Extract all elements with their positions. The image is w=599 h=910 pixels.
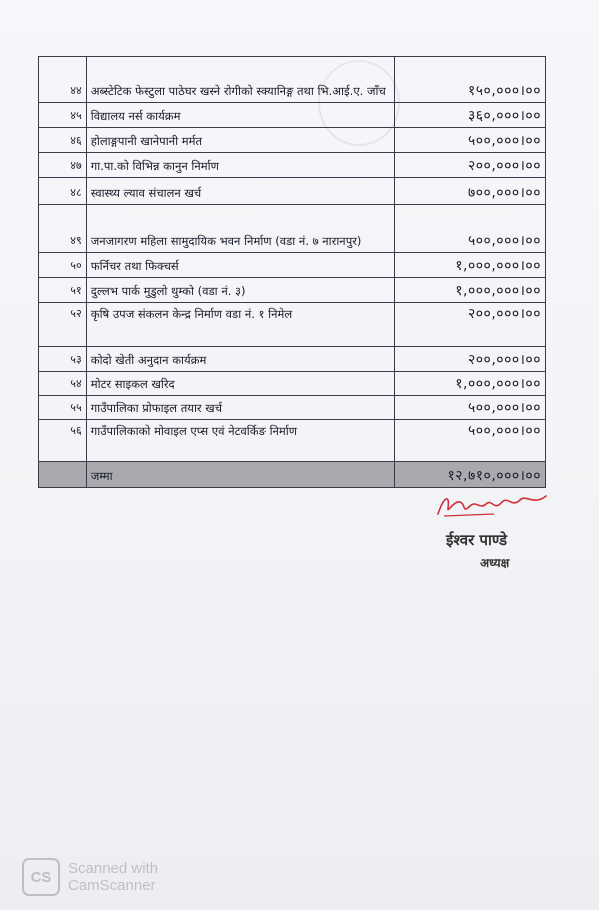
- row-serial: ५२: [39, 303, 87, 347]
- table-row: [39, 347, 546, 372]
- row-amount: २००,०००।००: [394, 153, 545, 178]
- total-label: जम्मा: [86, 462, 394, 488]
- row-amount: ३६०,०००।००: [394, 103, 545, 128]
- total-row: [39, 462, 546, 488]
- row-amount: ५००,०००।००: [394, 420, 545, 462]
- watermark-line-1: Scanned with: [68, 860, 159, 877]
- row-amount: ५००,०००।००: [394, 128, 545, 153]
- row-amount: ५००,०००।००: [394, 205, 545, 253]
- row-serial: ४९: [39, 205, 87, 253]
- row-description: गाउँपालिका प्रोफाइल तयार खर्च: [86, 396, 394, 420]
- row-amount: ७००,०००।००: [394, 178, 545, 205]
- row-serial: ५५: [39, 396, 87, 420]
- budget-table: [38, 56, 546, 488]
- row-description: गा.पा.को विभिन्न कानुन निर्माण: [86, 153, 394, 178]
- row-amount: २००,०००।००: [394, 347, 545, 372]
- row-description: फर्निचर तथा फिक्चर्स: [86, 253, 394, 278]
- row-amount: २००,०००।००: [394, 303, 545, 347]
- table-row: [39, 153, 546, 178]
- row-serial: ५६: [39, 420, 87, 462]
- row-description: होलाङ्गपानी खानेपानी मर्मत: [86, 128, 394, 153]
- row-serial: ४७: [39, 153, 87, 178]
- row-serial: ५१: [39, 278, 87, 303]
- row-serial: ५४: [39, 372, 87, 396]
- row-amount: १,०००,०००।००: [394, 253, 545, 278]
- row-serial: ४५: [39, 103, 87, 128]
- row-amount: १५०,०००।००: [394, 57, 545, 103]
- watermark-text: [68, 860, 158, 894]
- row-description: दुल्लभ पार्क मुडुलो थुम्को (वडा नं. ३): [86, 278, 394, 303]
- row-description: जनजागरण महिला सामुदायिक भवन निर्माण (वडा नं. ७ नारानपुर): [86, 205, 394, 253]
- row-description: गाउँपालिकाको मोवाइल एप्स एवं नेटवर्किङ निर्माण: [86, 420, 394, 462]
- table-row: [39, 253, 546, 278]
- camscanner-watermark: [22, 858, 158, 896]
- table-row: [39, 128, 546, 153]
- row-description: कृषि उपज संकलन केन्द्र निर्माण वडा नं. १ निमेल: [86, 303, 394, 347]
- signatory-name: ईश्वर पाण्डे: [446, 531, 507, 549]
- row-amount: १,०००,०००।००: [394, 372, 545, 396]
- watermark-line-2: CamScanner: [68, 877, 156, 894]
- row-description: अब्स्टेटिक फेस्टुला पाठेघर खस्ने रोगीको स्क्यानिङ्ग तथा भि.आई.ए. जाँच: [86, 57, 394, 103]
- table-row: [39, 103, 546, 128]
- table-row: [39, 372, 546, 396]
- camscanner-logo-icon: CS: [22, 858, 60, 896]
- table-row: [39, 57, 546, 103]
- row-amount: १,०००,०००।००: [394, 278, 545, 303]
- table-row: [39, 278, 546, 303]
- total-amount: १२,७१०,०००।००: [394, 462, 545, 488]
- table-row: [39, 303, 546, 347]
- row-serial: ४८: [39, 178, 87, 205]
- table-row: [39, 396, 546, 420]
- table-row: [39, 178, 546, 205]
- row-serial: ४६: [39, 128, 87, 153]
- row-description: कोदो खेती अनुदान कार्यक्रम: [86, 347, 394, 372]
- signatory-title: अध्यक्ष: [480, 556, 510, 570]
- row-serial: ५०: [39, 253, 87, 278]
- handwritten-signature: [434, 488, 552, 520]
- row-description: मोटर साइकल खरिद: [86, 372, 394, 396]
- row-serial: ५३: [39, 347, 87, 372]
- row-amount: ५००,०००।००: [394, 396, 545, 420]
- total-serial-cell: [39, 462, 87, 488]
- row-description: विद्यालय नर्स कार्यक्रम: [86, 103, 394, 128]
- table-row: [39, 420, 546, 462]
- table-row: [39, 205, 546, 253]
- row-serial: ४४: [39, 57, 87, 103]
- row-description: स्वास्थ्य ल्याव संचालन खर्च: [86, 178, 394, 205]
